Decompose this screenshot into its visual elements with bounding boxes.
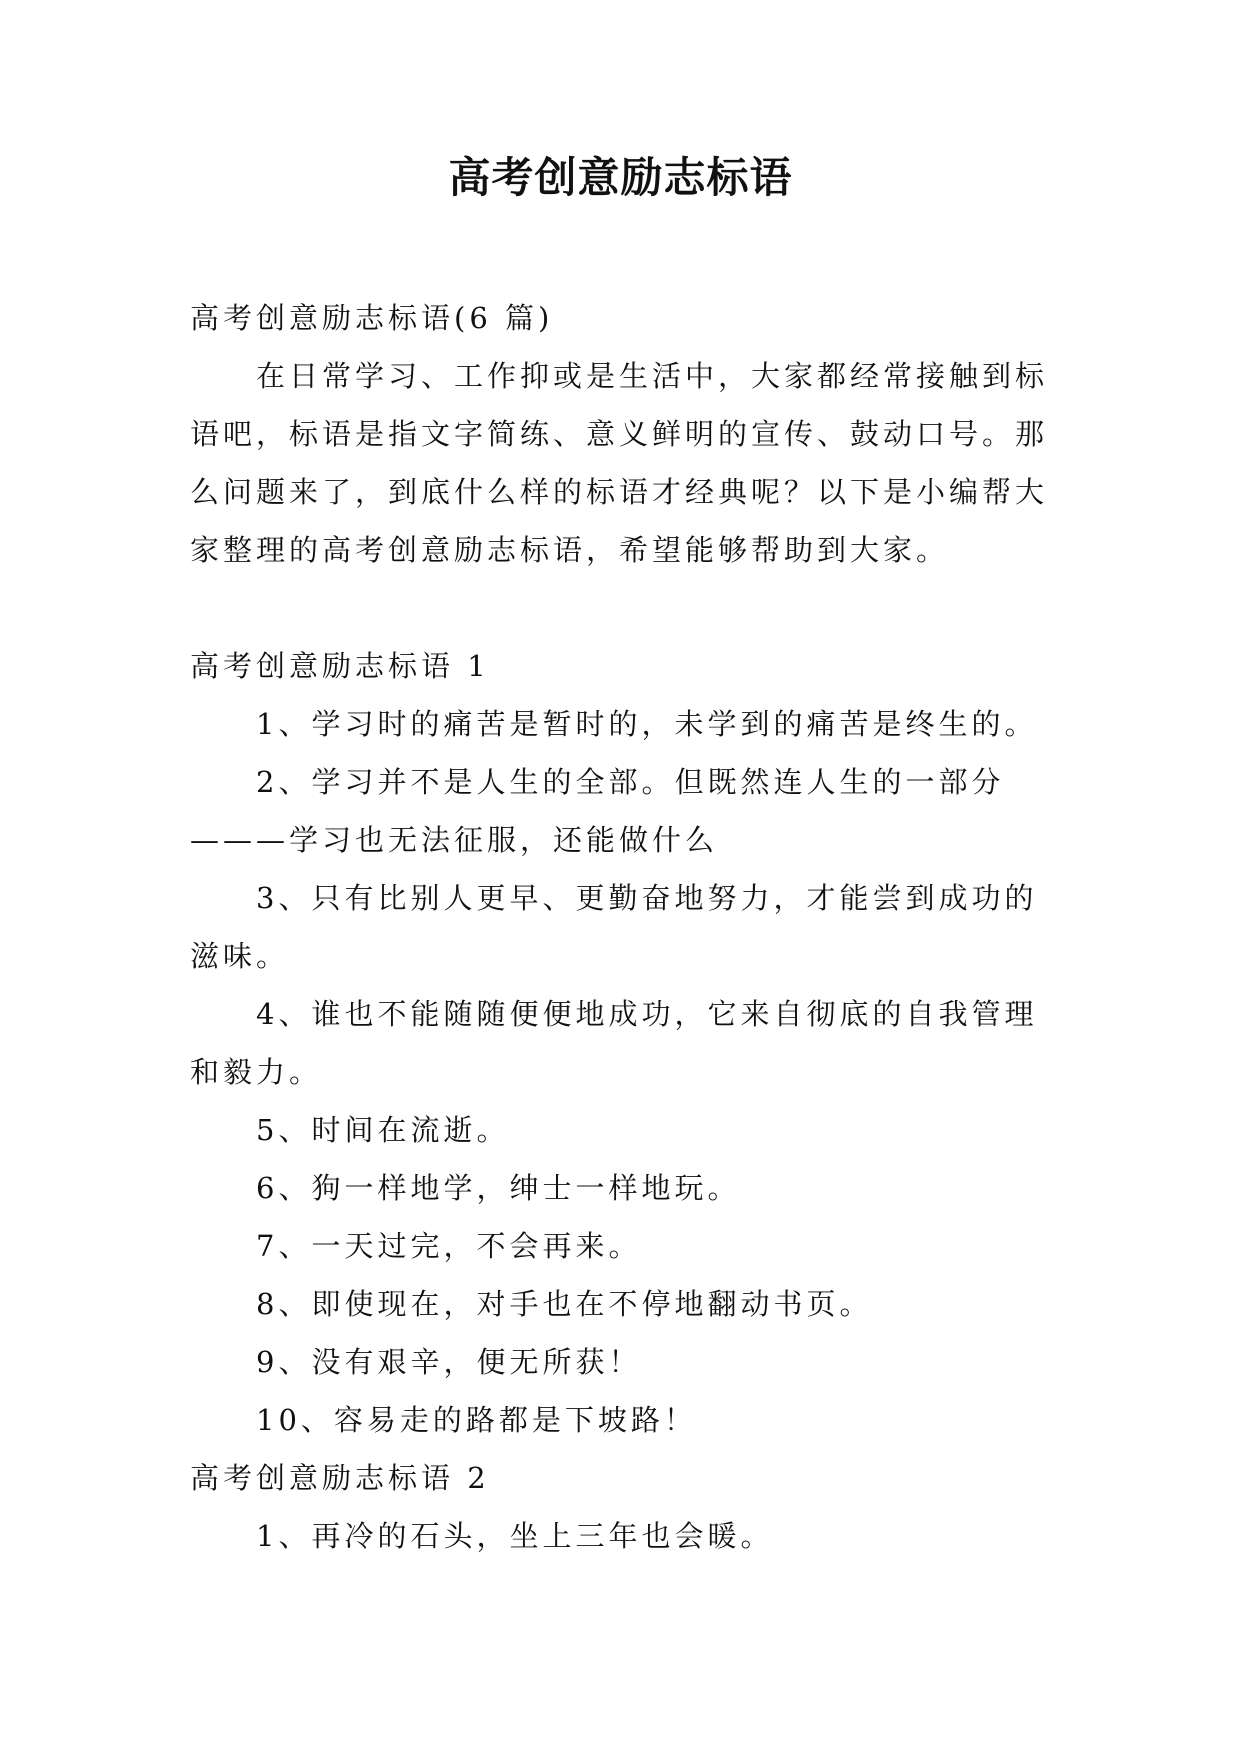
slogan-1-5: 5、时间在流逝。 bbox=[256, 1113, 510, 1147]
slogan-1-3-continued: 滋味。 bbox=[190, 939, 290, 973]
slogan-1-6: 6、狗一样地学，绅士一样地玩。 bbox=[256, 1171, 741, 1205]
intro-line-1: 在日常学习、工作抑或是生活中，大家都经常接触到标 bbox=[256, 359, 1049, 393]
slogan-1-4-continued: 和毅力。 bbox=[190, 1055, 323, 1089]
section-2-title: 高考创意励志标语 2 bbox=[190, 1461, 490, 1495]
document-body bbox=[190, 289, 1052, 1565]
slogan-1-2-continued: ———学习也无法征服，还能做什么 bbox=[190, 823, 719, 857]
paragraph-spacer bbox=[190, 579, 1052, 637]
slogan-1-3: 3、只有比别人更早、更勤奋地努力，才能尝到成功的 bbox=[256, 881, 1038, 915]
slogan-1-2: 2、学习并不是人生的全部。但既然连人生的一部分 bbox=[256, 765, 1005, 799]
document-title: 高考创意励志标语 bbox=[448, 153, 793, 202]
slogan-1-4: 4、谁也不能随随便便地成功，它来自彻底的自我管理 bbox=[256, 997, 1038, 1031]
slogan-1-9: 9、没有艰辛，便无所获！ bbox=[256, 1345, 642, 1379]
slogan-1-1: 1、学习时的痛苦是暂时的，未学到的痛苦是终生的。 bbox=[256, 707, 1038, 741]
document-heading: 高考创意励志标语(6 篇) bbox=[190, 301, 554, 335]
slogan-1-10: 10、容易走的路都是下坡路！ bbox=[256, 1403, 697, 1437]
slogan-1-8: 8、即使现在，对手也在不停地翻动书页。 bbox=[256, 1287, 873, 1321]
intro-line-3: 么问题来了，到底什么样的标语才经典呢？以下是小编帮大 bbox=[190, 475, 1049, 509]
intro-line-2: 语吧，标语是指文字简练、意义鲜明的宣传、鼓动口号。那 bbox=[190, 417, 1049, 451]
section-1-title: 高考创意励志标语 1 bbox=[190, 649, 490, 683]
slogan-1-7: 7、一天过完，不会再来。 bbox=[256, 1229, 642, 1263]
slogan-2-1: 1、再冷的石头，坐上三年也会暖。 bbox=[256, 1519, 774, 1553]
intro-line-4: 家整理的高考创意励志标语，希望能够帮助到大家。 bbox=[190, 533, 950, 567]
